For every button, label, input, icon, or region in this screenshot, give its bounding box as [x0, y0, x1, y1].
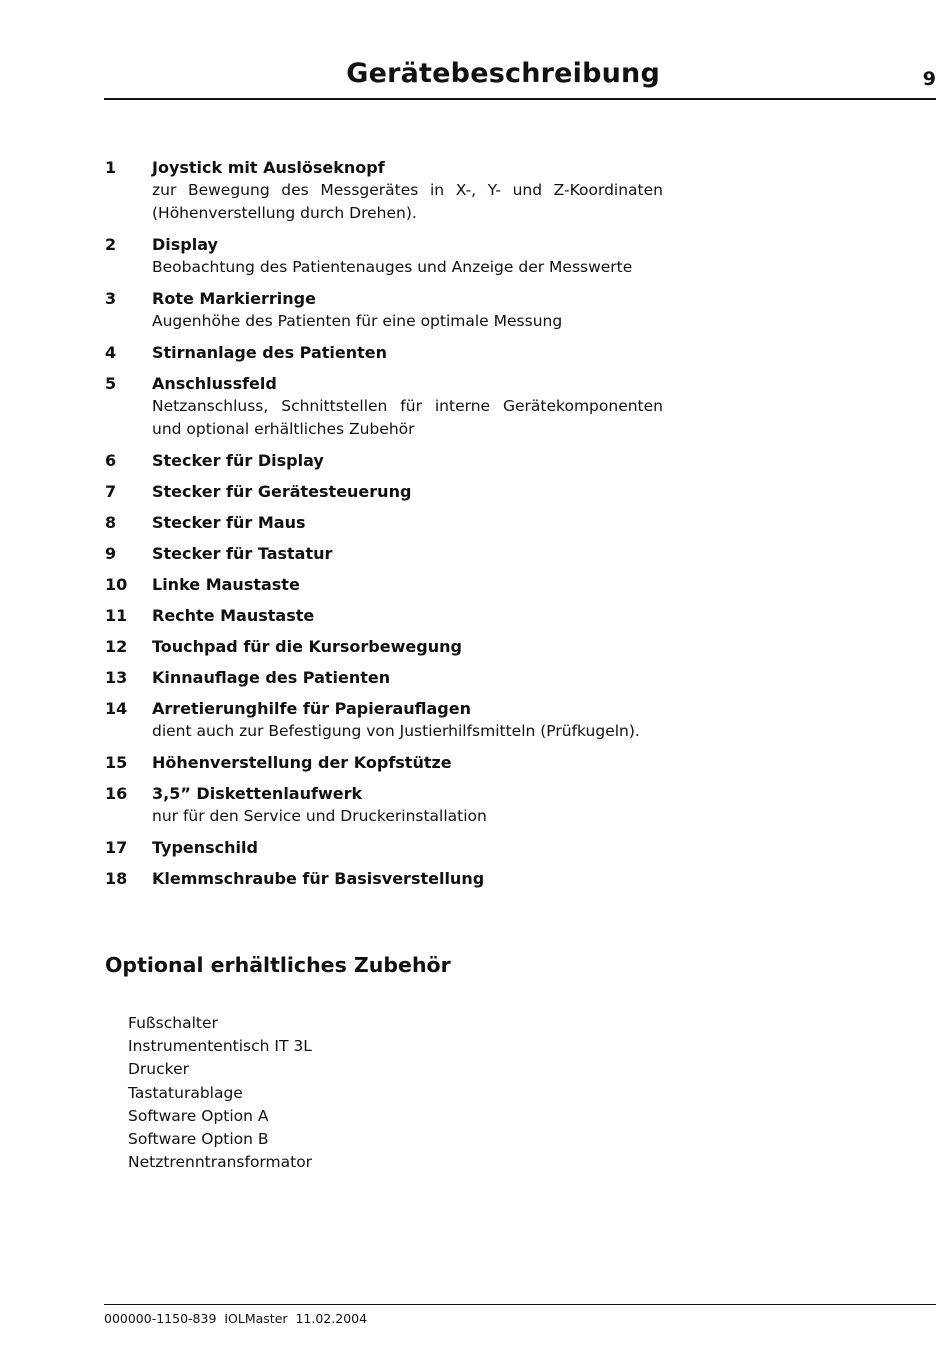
part-body — [152, 573, 663, 596]
part-description: Beobachtung des Patientenauges und Anzeige der Messwerte — [152, 258, 633, 276]
part-number: 16 — [105, 784, 128, 803]
part-description: Augenhöhe des Patienten für eine optimale Messung — [152, 312, 563, 330]
part-body — [152, 287, 663, 333]
part-title: Kinnauflage des Patienten — [152, 668, 391, 687]
accessory-item: Drucker — [128, 1060, 189, 1079]
part-number: 15 — [105, 753, 128, 772]
part-body — [152, 341, 663, 364]
part-number: 14 — [105, 699, 128, 718]
part-body — [152, 635, 663, 658]
part-body — [152, 480, 663, 503]
part-number: 1 — [105, 158, 117, 177]
part-title: Arretierunghilfe für Papierauflagen — [152, 699, 471, 718]
part-item — [105, 156, 665, 225]
part-item — [105, 836, 665, 859]
part-item — [105, 287, 665, 333]
page-number: 9 — [922, 68, 936, 90]
part-item — [105, 697, 665, 743]
part-title: Joystick mit Auslöseknopf — [152, 158, 385, 177]
part-title: Typenschild — [152, 838, 258, 857]
part-number: 18 — [105, 869, 128, 888]
footer-doc-info: 000000-1150-839 IOLMaster 11.02.2004 — [104, 1311, 368, 1326]
part-number: 8 — [105, 513, 117, 532]
accessory-item: Fußschalter — [128, 1014, 218, 1032]
part-title: Höhenverstellung der Kopfstütze — [152, 753, 452, 772]
part-item — [105, 511, 665, 534]
part-title: Display — [152, 235, 218, 254]
part-title: Linke Maustaste — [152, 575, 300, 594]
parts-list — [105, 156, 665, 898]
part-item — [105, 604, 665, 627]
part-number: 3 — [105, 289, 117, 308]
part-number: 5 — [105, 374, 117, 393]
part-item — [105, 573, 665, 596]
part-body — [152, 666, 663, 689]
part-item — [105, 666, 665, 689]
part-body — [152, 604, 663, 627]
part-description: Netzanschluss, Schnittstellen für interne Gerätekomponenten und optional erhältliches Zubehör — [152, 397, 663, 438]
part-title: Anschlussfeld — [152, 374, 277, 393]
part-body — [152, 751, 663, 774]
part-item — [105, 542, 665, 565]
part-title: Touchpad für die Kursorbewegung — [152, 637, 462, 656]
accessory-item: Software Option B — [128, 1130, 269, 1149]
accessory-item: Netztrenntransformator — [128, 1153, 313, 1172]
part-number: 6 — [105, 451, 117, 470]
part-number: 13 — [105, 668, 128, 687]
part-body — [152, 156, 663, 225]
part-description: zur Bewegung des Messgerätes in X-, Y- und Z-Koordinaten (Höhenverstellung durch Drehen). — [152, 181, 663, 222]
part-item — [105, 449, 665, 472]
part-item — [105, 782, 665, 828]
part-body — [152, 836, 663, 859]
part-title: Stecker für Maus — [152, 513, 306, 532]
header-divider — [104, 98, 936, 100]
part-number: 12 — [105, 637, 128, 656]
part-item — [105, 635, 665, 658]
part-title: Stecker für Display — [152, 451, 324, 470]
part-body — [152, 867, 663, 890]
part-number: 17 — [105, 838, 128, 857]
part-description: nur für den Service und Druckerinstallation — [152, 807, 487, 825]
part-title: Klemmschraube für Basisverstellung — [152, 869, 485, 888]
accessory-item: Instrumententisch IT 3L — [128, 1037, 312, 1056]
part-title: Stecker für Gerätesteuerung — [152, 482, 412, 501]
part-title: Stirnanlage des Patienten — [152, 343, 388, 362]
part-title: 3,5” Diskettenlaufwerk — [152, 784, 363, 803]
part-title: Rote Markierringe — [152, 289, 316, 308]
part-item — [105, 372, 665, 441]
part-title: Rechte Maustaste — [152, 606, 315, 625]
accessory-item: Software Option A — [128, 1106, 269, 1125]
part-number: 4 — [105, 343, 117, 362]
part-number: 9 — [105, 544, 117, 563]
part-body — [152, 372, 663, 441]
page-title: Gerätebeschreibung — [346, 58, 660, 89]
part-item — [105, 233, 665, 279]
accessories-list — [128, 1012, 312, 1174]
part-item — [105, 751, 665, 774]
part-body — [152, 449, 663, 472]
part-body — [152, 542, 663, 565]
part-description: dient auch zur Befestigung von Justierhilfsmitteln (Prüfkugeln). — [152, 722, 640, 740]
footer-divider — [104, 1304, 936, 1305]
part-title: Stecker für Tastatur — [152, 544, 333, 563]
part-number: 11 — [105, 606, 128, 625]
part-number: 7 — [105, 482, 117, 501]
part-number: 10 — [105, 575, 128, 594]
part-item — [105, 341, 665, 364]
accessories-heading: Optional erhältliches Zubehör — [105, 953, 451, 977]
accessory-item: Tastaturablage — [128, 1083, 243, 1102]
part-body — [152, 782, 663, 828]
part-number: 2 — [105, 235, 117, 254]
part-body — [152, 233, 663, 279]
part-item — [105, 480, 665, 503]
part-item — [105, 867, 665, 890]
part-body — [152, 697, 663, 743]
part-body — [152, 511, 663, 534]
